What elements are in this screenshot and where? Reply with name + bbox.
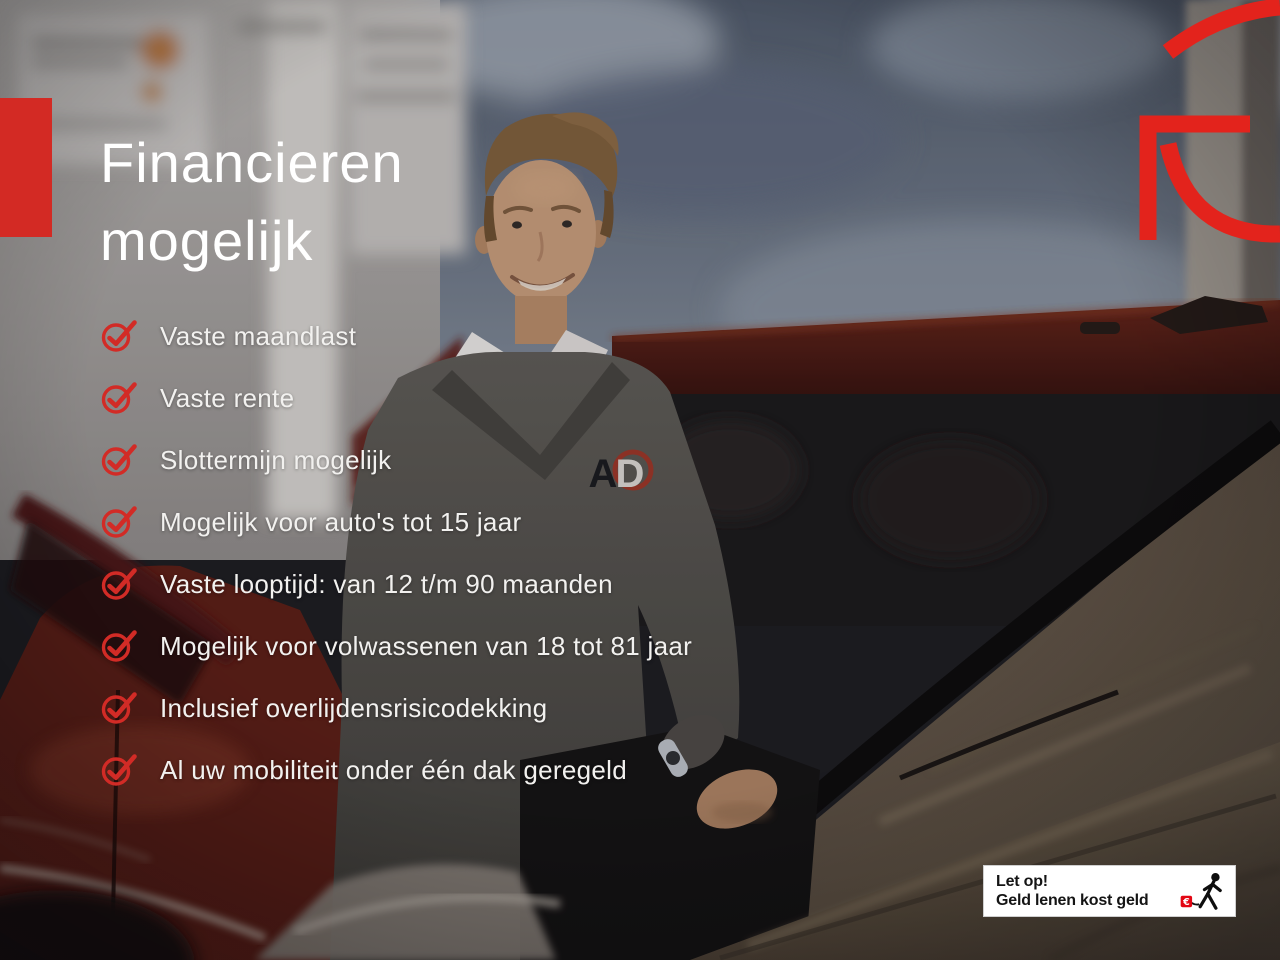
- red-accent-block: [0, 98, 52, 237]
- checklist-item-label: Al uw mobiliteit onder één dak geregeld: [160, 754, 627, 785]
- checklist-item-label: Mogelijk voor volwassenen van 18 tot 81 jaar: [160, 630, 693, 661]
- warning-line-1: Let op!: [996, 873, 1048, 890]
- checklist-item: [100, 504, 692, 540]
- circle-check-icon: [100, 567, 140, 601]
- circle-check-icon: [100, 629, 140, 663]
- title-line-2: mogelijk: [100, 208, 314, 272]
- checklist-item-label: Vaste rente: [160, 382, 295, 413]
- circle-check-icon: [100, 443, 140, 477]
- warning-line-2: Geld lenen kost geld: [996, 892, 1149, 909]
- title-line-1: Financieren: [100, 130, 404, 194]
- circle-check-icon: [100, 319, 140, 353]
- red-arc-brand-logo-icon: [1128, 0, 1280, 246]
- circle-check-icon: [100, 381, 140, 415]
- checklist-item-label: Slottermijn mogelijk: [160, 444, 392, 475]
- checklist-item-label: Mogelijk voor auto's tot 15 jaar: [160, 506, 522, 537]
- circle-check-icon: [100, 505, 140, 539]
- checklist-item: [100, 318, 692, 354]
- credit-warning-badge: [983, 865, 1236, 917]
- euro-symbol: €: [1183, 896, 1190, 908]
- checklist-item-label: Inclusief overlijdensrisicodekking: [160, 692, 548, 723]
- checklist-item: [100, 566, 692, 602]
- checklist: [100, 318, 692, 814]
- checklist-item: [100, 628, 692, 664]
- man-dragging-euro-weight-icon: [1179, 871, 1229, 911]
- checklist-item: [100, 380, 692, 416]
- circle-check-icon: [100, 691, 140, 725]
- warning-text: [996, 872, 1175, 910]
- circle-check-icon: [100, 753, 140, 787]
- checklist-item: [100, 752, 692, 788]
- checklist-item: [100, 690, 692, 726]
- checklist-item-label: Vaste looptijd: van 12 t/m 90 maanden: [160, 568, 613, 599]
- checklist-item-label: Vaste maandlast: [160, 320, 357, 351]
- checklist-item: [100, 442, 692, 478]
- page-title: [100, 124, 404, 280]
